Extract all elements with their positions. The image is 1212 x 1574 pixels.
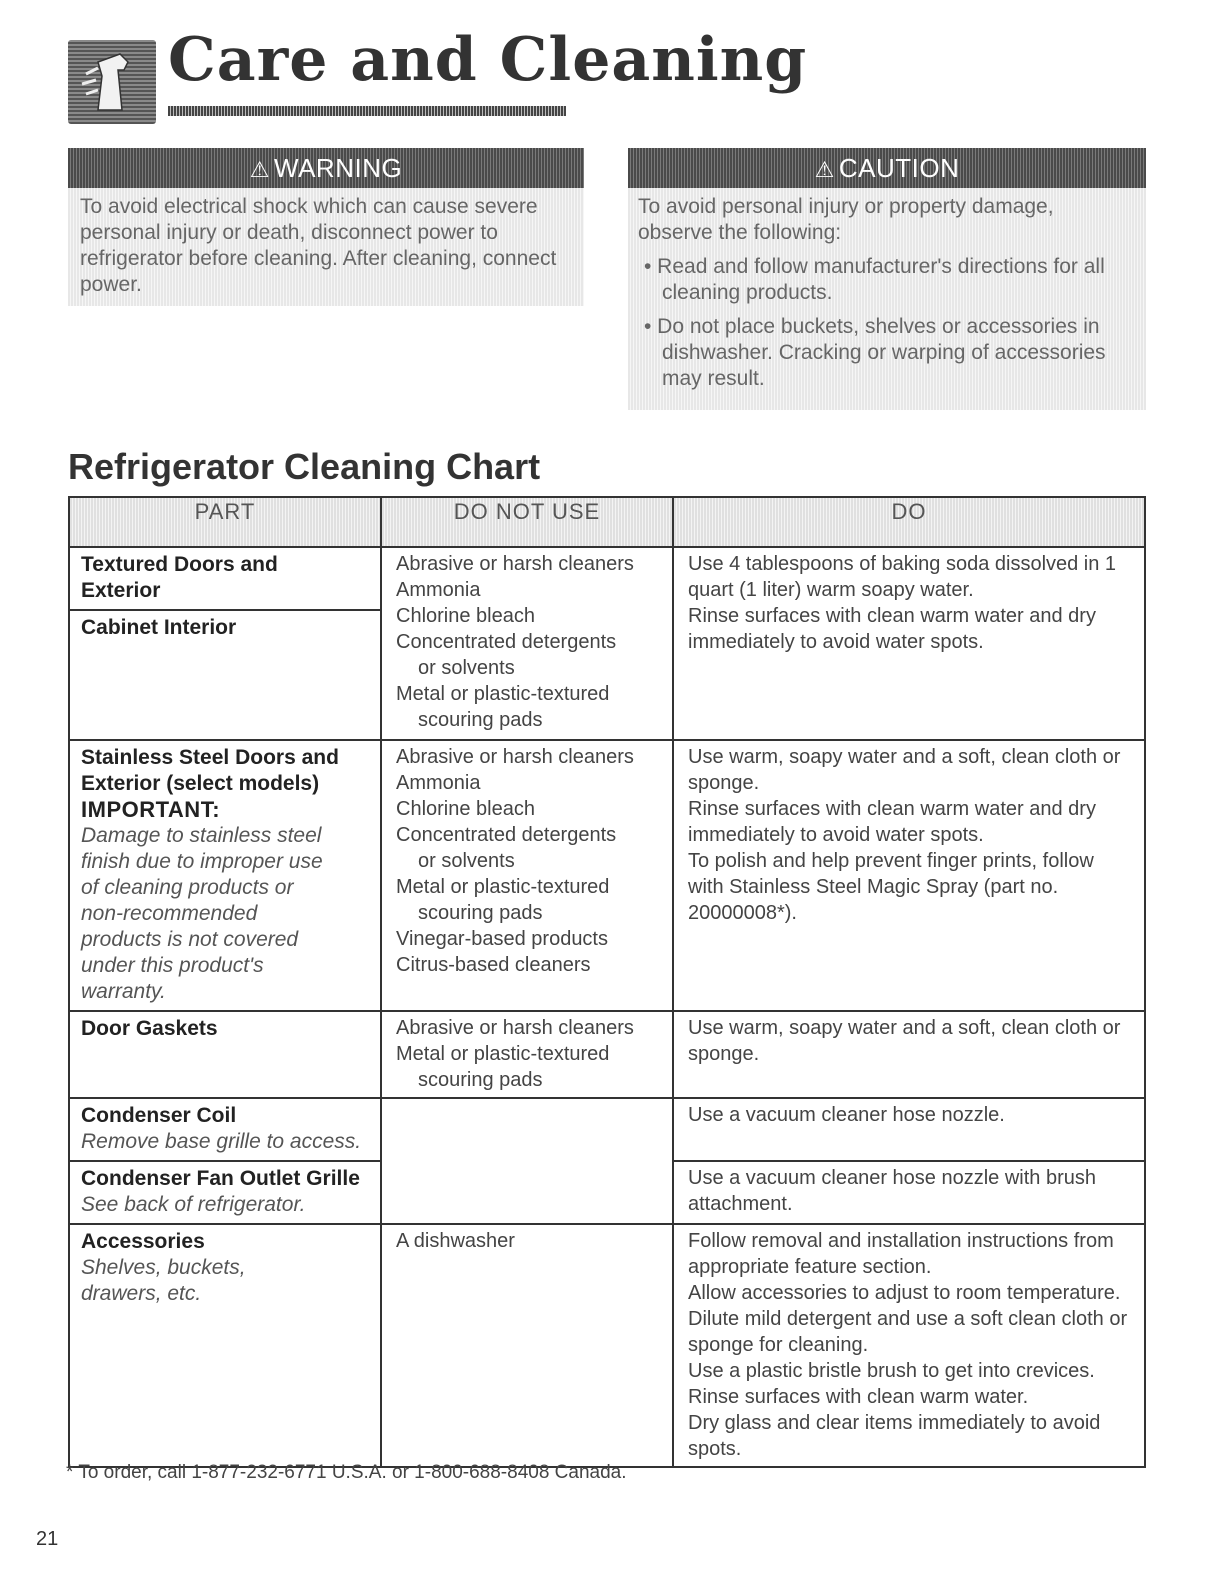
part-cell: [69, 610, 381, 740]
column-header-do: DO: [673, 497, 1145, 547]
part-name: Cabinet Interior: [81, 616, 237, 639]
part-note: Shelves, buckets, drawers, etc.: [81, 1256, 246, 1305]
caution-box: [628, 148, 1146, 410]
part-name: Door Gaskets: [81, 1017, 218, 1040]
part-cell: [69, 1224, 381, 1467]
title-underline: [168, 106, 566, 116]
list-item: Concentrated detergents: [396, 631, 617, 653]
do-not-use-cell: [381, 547, 673, 740]
list-item: Vinegar-based products: [396, 928, 608, 950]
do-cell: [673, 547, 1145, 740]
list-item: Metal or plastic-textured: [396, 876, 610, 898]
list-item: Allow accessories to adjust to room temperature. Dilute mild detergent and use a soft clean cloth or sponge for cleaning.: [688, 1282, 1128, 1356]
list-item: Use a vacuum cleaner hose nozzle with brush attachment.: [688, 1167, 1096, 1215]
do-cell: [673, 1161, 1145, 1224]
caution-intro: To avoid personal injury or property damage, observe the following:: [638, 195, 1054, 244]
table-row: [69, 1098, 1145, 1161]
list-item: Ammonia: [396, 579, 481, 601]
list-item: scouring pads: [418, 1069, 543, 1091]
list-item: Abrasive or harsh cleaners: [396, 553, 634, 575]
list-item: or solvents: [418, 657, 515, 679]
column-header-do-not-use: DO NOT USE: [381, 497, 673, 547]
warning-header: [68, 148, 584, 188]
part-cell: [69, 1098, 381, 1161]
caution-triangle-icon: ⚠: [814, 157, 835, 182]
page-title: Care and Cleaning: [168, 25, 808, 95]
list-item: Concentrated detergents: [396, 824, 617, 846]
do-not-use-cell: [381, 740, 673, 1011]
part-note: Damage to stainless steel finish due to improper use of cleaning products or non-recommended products is not covered under this product's warranty.: [81, 824, 323, 1003]
list-item: Abrasive or harsh cleaners: [396, 1017, 634, 1039]
part-name: Condenser Coil: [81, 1104, 237, 1127]
list-item: Use warm, soapy water and a soft, clean cloth or sponge.: [688, 746, 1121, 794]
list-item: Rinse surfaces with clean warm water and dry immediately to avoid water spots.: [688, 798, 1096, 846]
part-note: See back of refrigerator.: [81, 1193, 306, 1216]
list-item: Abrasive or harsh cleaners: [396, 746, 634, 768]
list-item: Metal or plastic-textured: [396, 683, 610, 705]
list-item: Citrus-based cleaners: [396, 954, 591, 976]
important-label: IMPORTANT:: [81, 797, 221, 822]
table-row: [69, 1224, 1145, 1467]
list-item: scouring pads: [418, 709, 543, 731]
part-name: Condenser Fan Outlet Grille: [81, 1167, 360, 1190]
caution-bullet: • Read and follow manufacturer's directions for all cleaning products.: [644, 255, 1105, 304]
list-item: Follow removal and installation instructions from appropriate feature section.: [688, 1230, 1114, 1278]
part-name: Stainless Steel Doors and Exterior (select models): [81, 746, 339, 795]
caution-label: CAUTION: [838, 153, 960, 183]
spray-bottle-icon: [68, 40, 156, 124]
list-item: A dishwasher: [396, 1230, 515, 1252]
warning-box: [68, 148, 584, 306]
list-item: scouring pads: [418, 902, 543, 924]
table-row: [69, 547, 1145, 610]
list-item: Rinse surfaces with clean warm water and dry immediately to avoid water spots.: [688, 605, 1096, 653]
part-name: Textured Doors and Exterior: [81, 553, 278, 602]
part-note: Remove base grille to access.: [81, 1130, 362, 1153]
warning-label: WARNING: [274, 153, 403, 183]
list-item: Ammonia: [396, 772, 481, 794]
list-item: Chlorine bleach: [396, 605, 535, 627]
list-item: Use a vacuum cleaner hose nozzle.: [688, 1104, 1005, 1126]
list-item: Use 4 tablespoons of baking soda dissolved in 1 quart (1 liter) warm soapy water.: [688, 553, 1117, 601]
list-item: To polish and help prevent finger prints, follow with Stainless Steel Magic Spray (part no. 20000008*).: [688, 850, 1094, 924]
part-cell: [69, 740, 381, 1011]
do-not-use-cell: [381, 1011, 673, 1098]
do-cell: [673, 1098, 1145, 1161]
part-cell: [69, 1011, 381, 1098]
list-item: Use warm, soapy water and a soft, clean cloth or sponge.: [688, 1017, 1121, 1065]
table-row: [69, 1011, 1145, 1098]
warning-triangle-icon: ⚠: [249, 157, 271, 182]
caution-bullet: • Do not place buckets, shelves or accessories in dishwasher. Cracking or warping of accessories may result.: [644, 315, 1106, 390]
caution-header: [628, 148, 1146, 188]
page-number: 21: [36, 1528, 59, 1550]
do-not-use-cell: [381, 1098, 673, 1224]
column-header-part: PART: [69, 497, 381, 547]
table-header-row: [69, 497, 1145, 547]
list-item: or solvents: [418, 850, 515, 872]
do-cell: [673, 740, 1145, 1011]
part-name: Accessories: [81, 1230, 205, 1253]
part-cell: [69, 1161, 381, 1224]
list-item: Rinse surfaces with clean warm water.: [688, 1386, 1029, 1408]
table-row: [69, 740, 1145, 1011]
list-item: Use a plastic bristle brush to get into crevices.: [688, 1360, 1095, 1382]
do-cell: [673, 1224, 1145, 1467]
do-cell: [673, 1011, 1145, 1098]
cleaning-chart-table: [68, 496, 1146, 1468]
part-cell: [69, 547, 381, 610]
warning-text: To avoid electrical shock which can cause severe personal injury or death, disconnect power to refrigerator before cleaning. After cleaning, connect power.: [80, 195, 557, 296]
list-item: Dry glass and clear items immediately to avoid spots.: [688, 1412, 1101, 1460]
list-item: Metal or plastic-textured: [396, 1043, 610, 1065]
do-not-use-cell: [381, 1224, 673, 1467]
footnote: * To order, call 1-877-232-6771 U.S.A. or 1-800-688-8408 Canada.: [66, 1462, 627, 1483]
list-item: Chlorine bleach: [396, 798, 535, 820]
chart-title: Refrigerator Cleaning Chart: [68, 446, 541, 487]
